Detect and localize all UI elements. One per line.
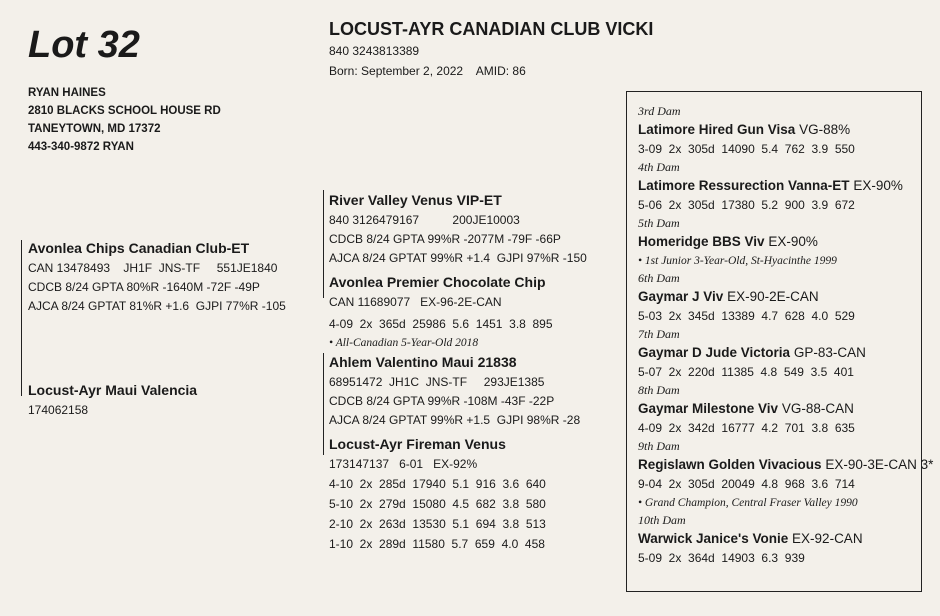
dam-dam-line: 4-10 2x 285d 17940 5.1 916 3.6 640	[329, 477, 546, 491]
consignor-info	[28, 84, 221, 156]
sire-sire-line: CDCB 8/24 GPTA 99%R -2077M -79F -66P	[329, 232, 561, 246]
dam-generation-record: 4-09 2x 342d 16777 4.2 701 3.8 635	[638, 421, 855, 435]
dam-generation-name: Homeridge BBS Viv EX-90%	[638, 234, 818, 249]
dam-dam-line: 5-10 2x 279d 15080 4.5 682 3.8 580	[329, 497, 546, 511]
dam-generation-record: 9-04 2x 305d 20049 4.8 968 3.6 714	[638, 477, 855, 491]
pedigree-line-sire-sire	[323, 190, 324, 298]
animal-birth-amid: Born: September 2, 2022 AMID: 86	[329, 64, 526, 78]
dam-generation-label: 3rd Dam	[638, 104, 681, 118]
dam-generation-name: Latimore Ressurection Vanna-ET EX-90%	[638, 178, 903, 193]
dam-generation-record: 5-03 2x 345d 13389 4.7 628 4.0 529	[638, 309, 855, 323]
dam-sire-name: Ahlem Valentino Maui 21838	[329, 354, 517, 370]
dam-generation-note: • 1st Junior 3-Year-Old, St-Hyacinthe 1999	[638, 255, 837, 267]
sire-dam-line: 4-09 2x 365d 25986 5.6 1451 3.8 895	[329, 317, 553, 331]
sire-line: AJCA 8/24 GPTAT 81%R +1.6 GJPI 77%R -105	[28, 299, 286, 313]
sire-sire-block	[329, 190, 587, 268]
dam-generation-name: Latimore Hired Gun Visa VG-88%	[638, 122, 851, 137]
dam-block	[28, 380, 197, 420]
consignor-address-line2: TANEYTOWN, MD 17372	[28, 123, 161, 135]
consignor-name: RYAN HAINES	[28, 87, 106, 99]
dam-sire-line: 68951472 JH1C JNS-TF 293JE1385	[329, 375, 545, 389]
animal-registration: 840 3243813389	[329, 44, 420, 58]
sire-sire-line: 840 3126479167 200JE10003	[329, 213, 520, 227]
dam-generation-note: • Grand Champion, Central Fraser Valley 1990	[638, 497, 858, 509]
extended-pedigree-list	[638, 103, 933, 568]
dam-dam-line: 1-10 2x 289d 11580 5.7 659 4.0 458	[329, 537, 545, 551]
dam-name: Locust-Ayr Maui Valencia	[28, 382, 198, 398]
consignor-phone: 443-340-9872 RYAN	[28, 141, 134, 153]
dam-dam-line: 173147137 6-01 EX-92%	[329, 457, 478, 471]
dam-sire-line: CDCB 8/24 GPTA 99%R -108M -43F -22P	[329, 394, 555, 408]
sire-dam-block	[329, 272, 553, 353]
dam-generation-name: Gaymar D Jude Victoria GP-83-CAN	[638, 345, 866, 360]
dam-dam-block	[329, 434, 546, 554]
sire-dam-line: CAN 11689077 EX-96-2E-CAN	[329, 295, 502, 309]
dam-dam-name: Locust-Ayr Fireman Venus	[329, 436, 506, 452]
dam-generation-label: 7th Dam	[638, 327, 680, 341]
dam-generation-label: 8th Dam	[638, 383, 680, 397]
pedigree-line-sire-dam	[21, 240, 22, 396]
sire-dam-note: • All-Canadian 5-Year-Old 2018	[329, 337, 479, 349]
lot-title: Lot 32	[28, 24, 140, 66]
pedigree-line-dam-sire	[323, 353, 324, 455]
dam-generation-label: 10th Dam	[638, 513, 686, 527]
sire-sire-line: AJCA 8/24 GPTAT 99%R +1.4 GJPI 97%R -150	[329, 251, 587, 265]
animal-header	[329, 17, 653, 81]
sire-block	[28, 238, 286, 316]
sire-line: CDCB 8/24 GPTA 80%R -1640M -72F -49P	[28, 280, 260, 294]
dam-generation-record: 5-06 2x 305d 17380 5.2 900 3.9 672	[638, 198, 855, 212]
dam-generation-label: 4th Dam	[638, 160, 680, 174]
sire-dam-name: Avonlea Premier Chocolate Chip	[329, 274, 546, 290]
dam-sire-line: AJCA 8/24 GPTAT 99%R +1.5 GJPI 98%R -28	[329, 413, 581, 427]
dam-sire-block	[329, 352, 580, 430]
animal-name: LOCUST-AYR CANADIAN CLUB VICKI	[329, 19, 654, 39]
dam-generation-record: 5-09 2x 364d 14903 6.3 939	[638, 551, 805, 565]
dam-generation-name: Gaymar Milestone Viv VG-88-CAN	[638, 401, 854, 416]
dam-generation-name: Regislawn Golden Vivacious EX-90-3E-CAN 3*	[638, 457, 934, 472]
dam-generation-record: 3-09 2x 305d 14090 5.4 762 3.9 550	[638, 142, 855, 156]
consignor-address-line1: 2810 BLACKS SCHOOL HOUSE RD	[28, 105, 221, 117]
dam-generation-label: 5th Dam	[638, 216, 680, 230]
dam-dam-line: 2-10 2x 263d 13530 5.1 694 3.8 513	[329, 517, 546, 531]
sire-name: Avonlea Chips Canadian Club-ET	[28, 240, 250, 256]
dam-generation-label: 9th Dam	[638, 439, 680, 453]
dam-generation-name: Warwick Janice's Vonie EX-92-CAN	[638, 531, 863, 546]
dam-generation-record: 5-07 2x 220d 11385 4.8 549 3.5 401	[638, 365, 854, 379]
sire-line: CAN 13478493 JH1F JNS-TF 551JE1840	[28, 261, 278, 275]
dam-generation-label: 6th Dam	[638, 271, 680, 285]
sire-sire-name: River Valley Venus VIP-ET	[329, 192, 502, 208]
dam-registration: 174062158	[28, 403, 89, 417]
dam-generation-name: Gaymar J Viv EX-90-2E-CAN	[638, 289, 819, 304]
